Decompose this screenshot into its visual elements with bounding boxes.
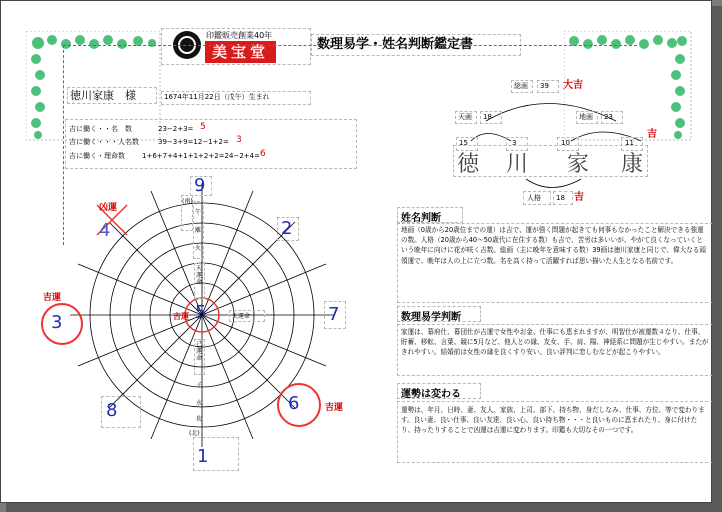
stroke-formula-2: 39−3+9=12−1+2= [158, 138, 229, 146]
name-char-4: 康 [621, 152, 644, 177]
star-number-2: 2 [281, 218, 293, 239]
ring-top-2: 離 [195, 227, 202, 234]
stroke-result-2: 3 [236, 135, 242, 145]
jinkaku-value: 18 [556, 194, 565, 202]
direction-north: (北) [189, 430, 200, 437]
stroke-formula-1: 23−2+3= [158, 125, 194, 133]
frame-top [63, 45, 637, 47]
center-right-text: 天運命 [232, 313, 251, 320]
client-birth: 1674年11月22日（戊午）生まれ [164, 93, 270, 101]
stroke-result-3: 6 [260, 149, 266, 159]
star-number-4: 4 [99, 220, 111, 241]
chikaku-value: 23 [604, 113, 613, 121]
section-heading-1: 姓名判断 [401, 213, 441, 224]
center-bottom-text: 己運命 [196, 341, 203, 362]
direction-south: (南) [182, 198, 193, 205]
name-chars-box [453, 145, 648, 177]
shop-name: 美宝堂 [205, 41, 276, 63]
client-name: 徳川家康 様 [70, 89, 136, 102]
soukaku-luck: 大吉 [563, 80, 583, 91]
section-body-2: 家運は、幕府仕、幕団仕が吉運で女性やお金、仕事にも恵まれますが、明智仕が被運数４なり、仕事、貯蓄、移転、言葉、競に5月など、他人との縁、友女、手、肩、陽、神経系に問題が生じやすい。またがきれやすい。結婚前は女性の縁を良くすり安い。良い評判に恋しむなどが起こりやすい。 [401, 328, 709, 357]
char-strokes-2: 3 [512, 139, 517, 147]
ring-bottom-3: 坎 [196, 416, 203, 423]
page-title: 数理易学・姓名判断鑑定書 [317, 37, 474, 52]
name-char-1: 徳 [457, 152, 480, 177]
lucky-label-left: 吉運 [43, 293, 62, 303]
stroke-label-1: 吉に働く・・名 数 [69, 125, 132, 133]
stroke-label-3: 吉に働く・理命数 [69, 152, 125, 160]
center-top-text: 天運命 [196, 265, 203, 286]
stroke-label-2: 吉に働く・・・人名数 [69, 138, 139, 146]
star-number-1: 1 [197, 446, 209, 467]
char-strokes-4: 11 [625, 139, 634, 147]
section-heading-3: 運勢は変わる [401, 389, 461, 400]
shop-tagline: 印鑑販売創業40年 [206, 31, 273, 40]
char-strokes-1: 15 [459, 139, 468, 147]
lucky-label-right: 吉運 [325, 403, 344, 413]
ring-top-3: 火 [195, 245, 202, 252]
section-body-3: 運勢は、年月、日時、妻、友人、家族、上司、部下、持ち物、身だしなみ、仕事、方位、等で変わります。良い妻、良い仕事、良い友達、良い心、良い持ち物・・・と良いものに恵まれたり、身に付けたり、持ったりすることで凶運は吉運に変わります。印鑑も大切なその一つです。 [401, 406, 705, 435]
star-number-5: 5 [195, 302, 207, 323]
stroke-formula-3: 1+6+7+4+1+1+2+2=24−2+4= [142, 152, 260, 160]
star-number-8: 8 [106, 400, 118, 421]
tenkaku-value: 18 [483, 113, 492, 121]
ring-bottom-1: 子 [196, 382, 203, 389]
tenkaku-label: 天画 [458, 113, 472, 121]
star-number-3: 3 [51, 312, 63, 333]
soukaku-label: 総画 [514, 82, 528, 90]
char-strokes-3: 10 [561, 139, 570, 147]
star-number-7: 7 [328, 304, 340, 325]
section-heading-2: 数理易学判断 [401, 312, 461, 323]
name-char-3: 家 [567, 152, 590, 177]
ring-top-1: 午 [195, 209, 202, 216]
name-char-2: 川 [506, 152, 529, 177]
star-number-9: 9 [194, 175, 206, 196]
ring-bottom-2: 水 [196, 400, 203, 407]
section-body-1: 地画（0歳から20歳位までの運）は吉で、運が強く問題が起きても何事もなかったこと解決できる強運の数。人格（20歳から40〜50歳代に在住する数）も吉で、苦労は多いいが、やがて良くなっていくという晩年に向けに花が咲く吉数。総画（主に晩年を意味する数）39画は徳川家康と同じで、偉大なる頭領運で、晩年は人の上に立つ数。名を高く持って活躍すれば思い描いた人生となる名前です。 [401, 226, 706, 265]
lucky-label-center: 吉運 [173, 312, 189, 321]
jinkaku-label: 人格 [527, 194, 541, 202]
jinkaku-luck: 吉 [574, 192, 584, 203]
unlucky-label: 凶運 [99, 203, 118, 213]
stroke-result-1: 5 [200, 122, 206, 132]
chikaku-label: 地画 [579, 113, 593, 121]
soukaku-value: 39 [540, 82, 549, 90]
chikaku-luck: 吉 [647, 129, 657, 140]
star-number-6: 6 [288, 393, 300, 414]
